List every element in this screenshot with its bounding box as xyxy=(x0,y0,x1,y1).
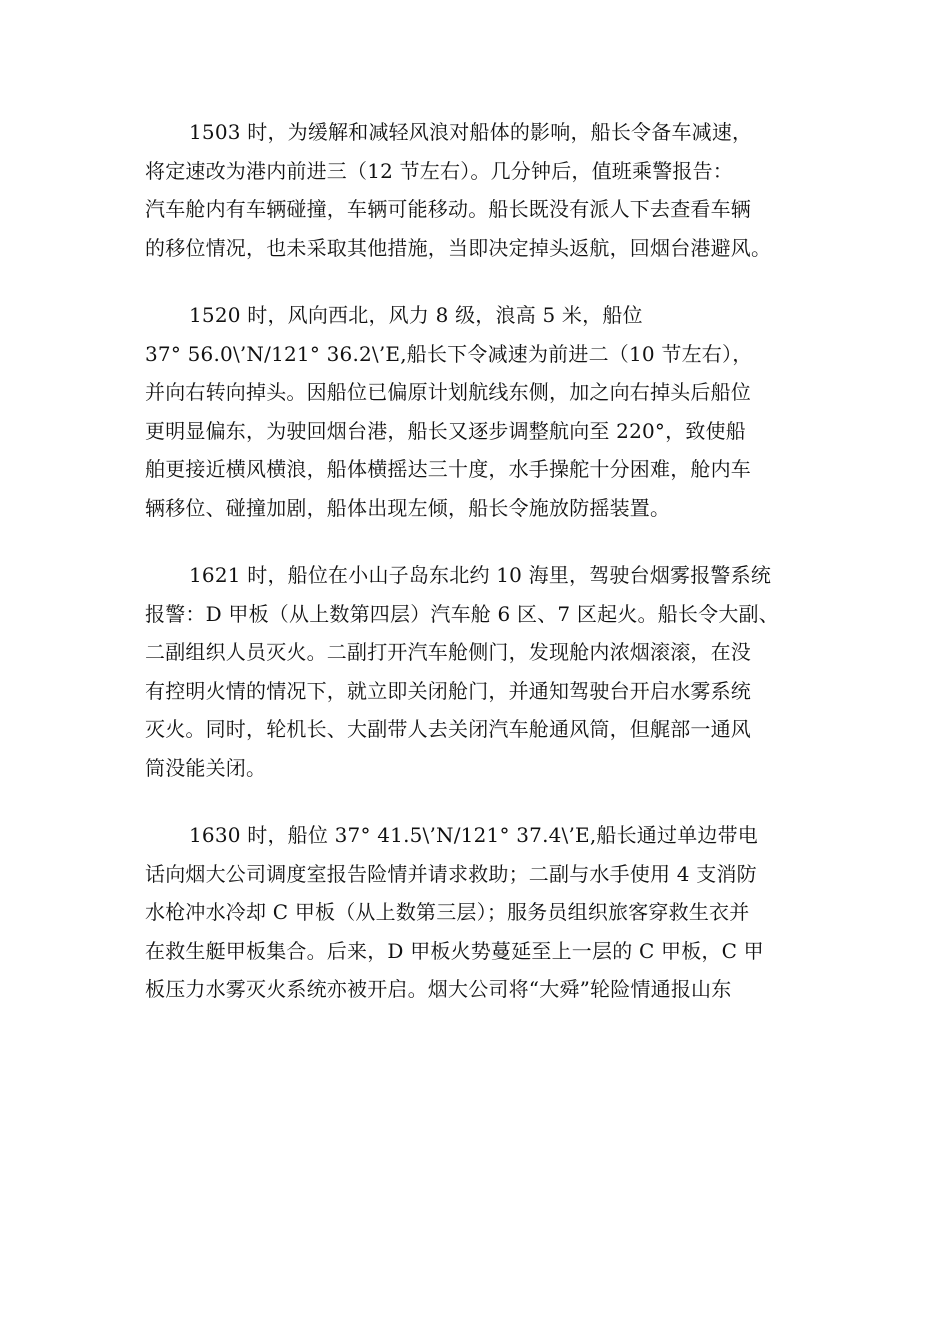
text-line: 1621 时，船位在小山子岛东北约 10 海里，驾驶台烟雾报警系统 xyxy=(189,563,772,587)
document-body xyxy=(145,113,813,1038)
text-line: 水枪冲水冷却 C 甲板（从上数第三层）；服务员组织旅客穿救生衣并 xyxy=(145,900,750,924)
text-line: 筒没能关闭。 xyxy=(145,755,267,780)
text-line: 并向右转向掉头。因船位已偏原计划航线东侧，加之向右掉头后船位 xyxy=(145,380,751,404)
paragraph-1630 xyxy=(145,816,813,1009)
text-line: 37° 56.0\’N/121° 36.2\’E,船长下令减速为前进二（10 节左右）， xyxy=(145,341,753,366)
paragraph-1621 xyxy=(145,556,813,787)
text-line: 舶更接近横风横浪，船体横摇达三十度，水手操舵十分困难，舱内车 xyxy=(145,457,751,481)
text-line: 有控明火情的情况下，就立即关闭舱门，并通知驾驶台开启水雾系统 xyxy=(145,678,751,703)
text-line: 将定速改为港内前进三（12 节左右）。几分钟后，值班乘警报告： xyxy=(145,158,734,183)
paragraph-1520 xyxy=(145,296,813,527)
text-line: 报警：D 甲板（从上数第四层）汽车舱 6 区、7 区起火。船长令大副、 xyxy=(145,601,779,626)
text-line: 1520 时，风向西北，风力 8 级，浪高 5 米，船位 xyxy=(189,303,643,327)
text-line: 1503 时，为缓解和减轻风浪对船体的影响，船长令备车减速， xyxy=(189,120,753,144)
text-line: 1630 时，船位 37° 41.5\’N/121° 37.4\’E,船长通过单边带电 xyxy=(189,823,759,847)
text-line: 在救生艇甲板集合。后来，D 甲板火势蔓延至上一层的 C 甲板，C 甲 xyxy=(145,938,764,963)
paragraph-1503 xyxy=(145,113,813,267)
text-line: 辆移位、碰撞加剧，船体出现左倾，船长令施放防摇装置。 xyxy=(145,495,671,520)
text-line: 灭火。同时，轮机长、大副带人去关闭汽车舱通风筒，但艉部一通风 xyxy=(145,717,751,741)
text-line: 板压力水雾灭火系统亦被开启。烟大公司将“大舜”轮险情通报山东 xyxy=(145,977,732,1001)
text-line: 汽车舱内有车辆碰撞，车辆可能移动。船长既没有派人下去查看车辆 xyxy=(145,197,751,221)
text-line: 二副组织人员灭火。二副打开汽车舱侧门，发现舱内浓烟滚滚，在没 xyxy=(145,640,751,664)
text-line: 话向烟大公司调度室报告险情并请求救助；二副与水手使用 4 支消防 xyxy=(145,861,757,886)
text-line: 的移位情况，也未采取其他措施，当即决定掉头返航，回烟台港避风。 xyxy=(145,235,772,260)
text-line: 更明显偏东，为驶回烟台港，船长又逐步调整航向至 220°，致使船 xyxy=(145,418,746,443)
